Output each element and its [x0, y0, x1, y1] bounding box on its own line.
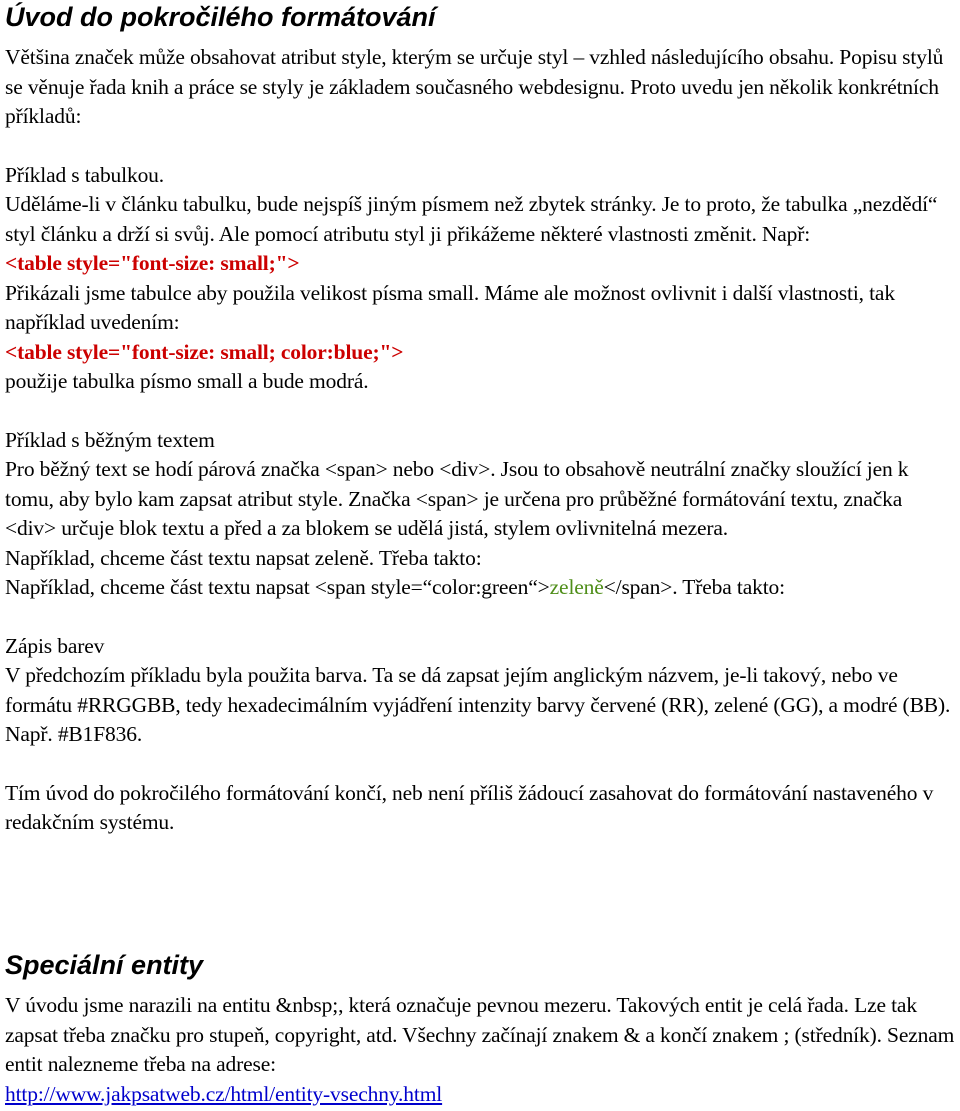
entities-link-line — [5, 1080, 955, 1110]
colors-heading: Zápis barev — [5, 633, 105, 658]
section-title-special-entities: Speciální entity — [5, 950, 204, 980]
span-example-after: </span>. Třeba takto: — [603, 575, 785, 599]
colors-paragraph: V předchozím příkladu byla použita barva. Ta se dá zapsat jejím anglickým názvem, je-li takový, nebo ve formátu #RRGGBB, tedy hexadecimálním vyjádření intenzity barvy červené (RR), zelené (GG), a modré (BB). Např. #B1F836. — [5, 663, 951, 746]
table-paragraph-3: použije tabulka písmo small a bude modrá. — [5, 369, 369, 393]
entities-paragraph: V úvodu jsme narazili na entitu &nbsp;, která označuje pevnou mezeru. Takových entit je celá řada. Lze tak zapsat třeba značku pro stupeň, copyright, atd. Všechny začínají znakem & a končí znakem ; (středník). Seznam entit nalezneme třeba na adrese: — [5, 993, 955, 1076]
code-example-1: <table style="font-size: small;"> — [5, 251, 300, 275]
span-example-before: Například, chceme část textu napsat <span style=“color:green“> — [5, 575, 550, 599]
span-example-green: zeleně — [549, 575, 604, 599]
section-advanced-formatting-body — [5, 43, 955, 838]
span-paragraph-2: Například, chceme část textu napsat zeleně. Třeba takto: — [5, 545, 482, 570]
intro-paragraph: Většina značek může obsahovat atribut style, kterým se určuje styl – vzhled následujícího obsahu. Popisu stylů se věnuje řada knih a práce se styly je základem současného webdesignu. Proto uvedu jen několik konkrétních příkladů: — [5, 45, 944, 128]
example-table-heading: Příklad s tabulkou. — [5, 162, 164, 187]
table-paragraph-2: Přikázali jsme tabulce aby použila velikost písma small. Máme ale možnost ovlivnit i další vlastnosti, tak například uvedením: — [5, 280, 895, 334]
code-example-2: <table style="font-size: small; color:blue;"> — [5, 339, 404, 364]
section-title-advanced-formatting: Úvod do pokročilého formátování — [5, 2, 436, 32]
section-special-entities-body — [5, 991, 955, 1109]
closing-paragraph: Tím úvod do pokročilého formátování končí, neb není příliš žádoucí zasahovat do formátování nastaveného v redakčním systému. — [5, 780, 934, 834]
table-paragraph-1: Uděláme-li v článku tabulku, bude nejspíš jiným písmem než zbytek stránky. Je to proto, že tabulka „nezdědí“ styl článku a drží si svůj. Ale pomocí atributu styl ji přikážeme některé vlastnosti změnit. Např: — [5, 192, 938, 246]
entities-link[interactable]: http://www.jakpsatweb.cz/html/entity-vsechny.html — [5, 1081, 443, 1106]
example-text-heading: Příklad s běžným textem — [5, 427, 215, 452]
span-example-line — [5, 573, 955, 603]
span-paragraph-1: Pro běžný text se hodí párová značka <span> nebo <div>. Jsou to obsahově neutrální značky sloužící jen k tomu, aby bylo kam zapsat atribut style. Značka <span> je určena pro průběžné formátování textu, značka <div> určuje blok textu a před a za blokem se udělá jistá, stylem ovlivnitelná mezera. — [5, 457, 909, 540]
